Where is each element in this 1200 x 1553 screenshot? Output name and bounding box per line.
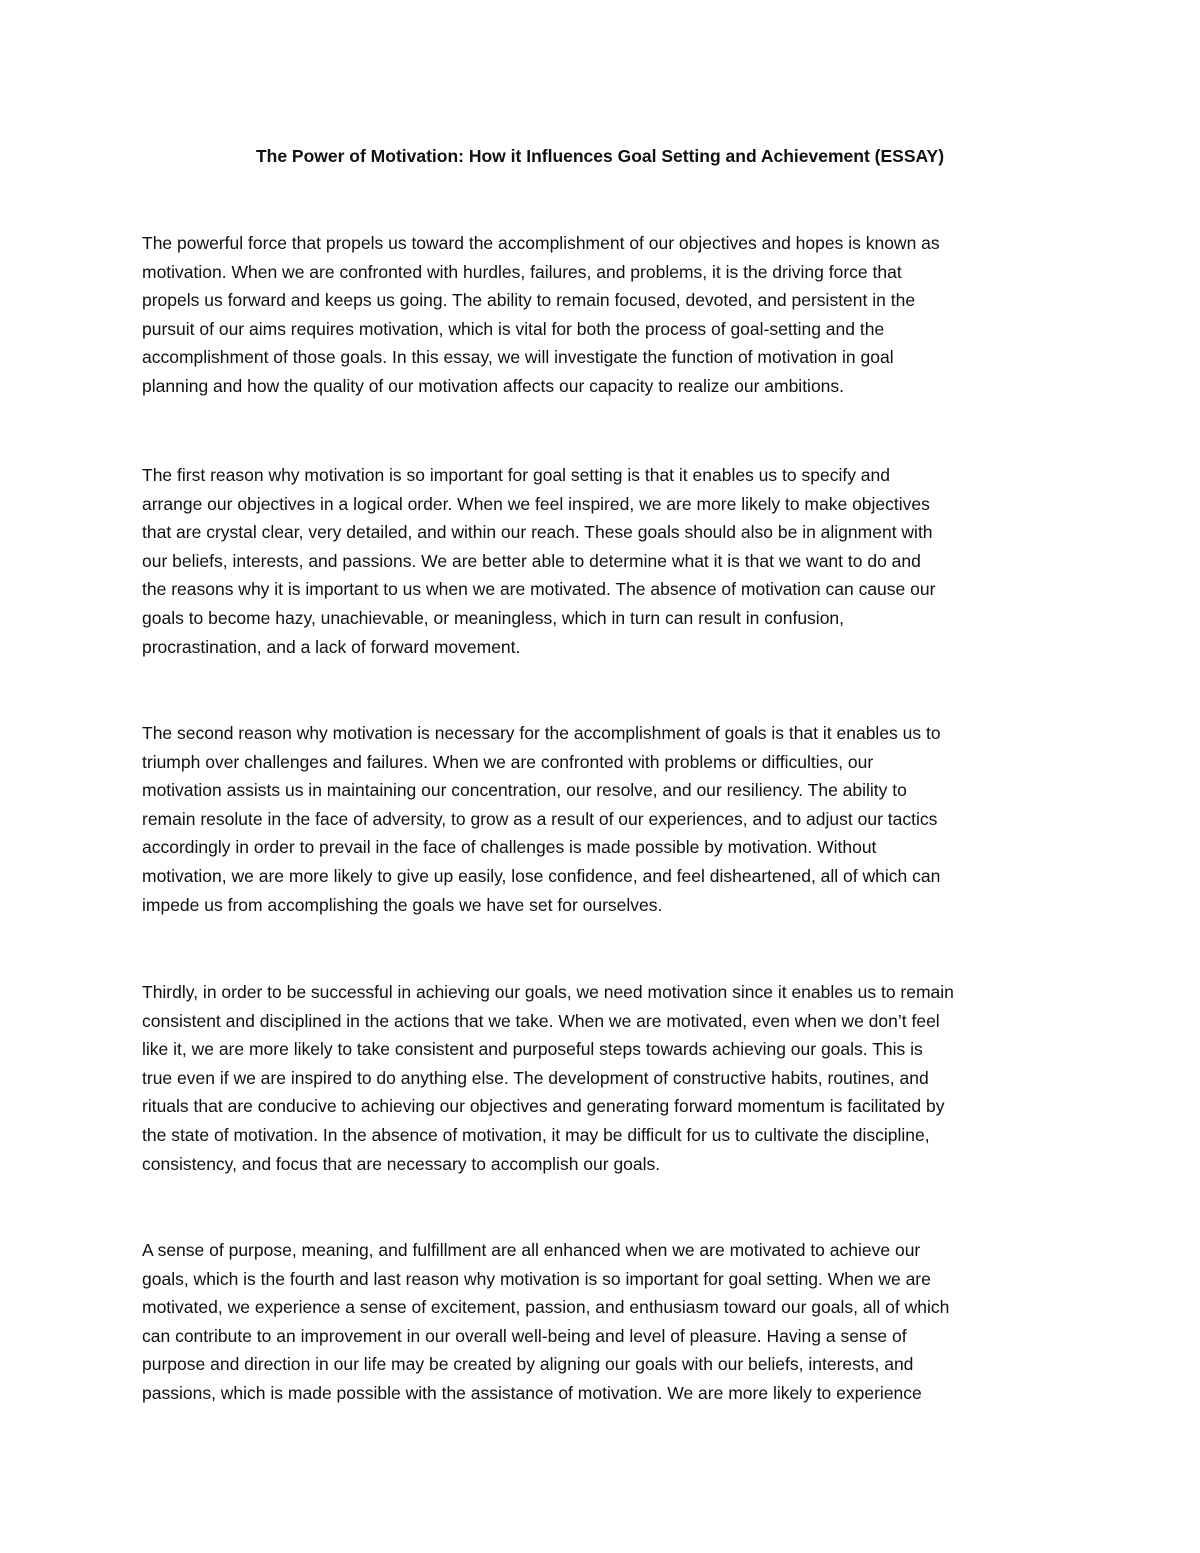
text-line: goals to become hazy, unachievable, or meaningless, which in turn can result in confusion,	[142, 607, 845, 628]
text-line: motivated, we experience a sense of excitement, passion, and enthusiasm toward our goals, all of which	[142, 1297, 950, 1318]
paragraph-second-reason	[142, 719, 1072, 919]
text-line: the reasons why it is important to us when we are motivated. The absence of motivation can cause our	[142, 579, 936, 600]
text-line: remain resolute in the face of adversity, to grow as a result of our experiences, and to adjust our tactics	[142, 808, 938, 829]
text-line: accomplishment of those goals. In this essay, we will investigate the function of motivation in goal	[142, 347, 894, 368]
text-line: procrastination, and a lack of forward movement.	[142, 636, 521, 657]
text-line: goals, which is the fourth and last reason why motivation is so important for goal setting. When we are	[142, 1268, 931, 1289]
paragraph-introduction	[142, 229, 1072, 401]
text-line: can contribute to an improvement in our overall well-being and level of pleasure. Having a sense of	[142, 1325, 907, 1346]
text-line: planning and how the quality of our motivation affects our capacity to realize our ambitions.	[142, 375, 845, 396]
text-line: true even if we are inspired to do anything else. The development of constructive habits, routines, and	[142, 1067, 929, 1088]
text-line: A sense of purpose, meaning, and fulfillment are all enhanced when we are motivated to achieve our	[142, 1240, 921, 1260]
text-line: The first reason why motivation is so important for goal setting is that it enables us to specify and	[142, 465, 891, 485]
text-line: accordingly in order to prevail in the face of challenges is made possible by motivation. Without	[142, 837, 877, 858]
text-line: impede us from accomplishing the goals we have set for ourselves.	[142, 894, 663, 915]
essay-title: The Power of Motivation: How it Influences Goal Setting and Achievement (ESSAY)	[255, 146, 945, 166]
text-line: our beliefs, interests, and passions. We are better able to determine what it is that we want to do and	[142, 550, 921, 571]
paragraph-fourth-reason	[142, 1236, 1072, 1408]
text-line: like it, we are more likely to take consistent and purposeful steps towards achieving our goals. This is	[142, 1039, 923, 1060]
text-line: motivation. When we are confronted with hurdles, failures, and problems, it is the driving force that	[142, 261, 902, 282]
text-line: propels us forward and keeps us going. The ability to remain focused, devoted, and persistent in the	[142, 290, 916, 311]
text-line: The second reason why motivation is necessary for the accomplishment of goals is that it enables us to	[142, 723, 941, 743]
paragraph-first-reason	[142, 461, 1072, 661]
text-line: The powerful force that propels us toward the accomplishment of our objectives and hopes is known as	[142, 233, 940, 253]
text-line: motivation assists us in maintaining our concentration, our resolve, and our resiliency. The ability to	[142, 780, 907, 801]
text-line: passions, which is made possible with the assistance of motivation. We are more likely to experience	[142, 1382, 922, 1403]
text-line: consistency, and focus that are necessary to accomplish our goals.	[142, 1153, 661, 1174]
text-line: arrange our objectives in a logical order. When we feel inspired, we are more likely to make objectives	[142, 493, 930, 514]
text-line: motivation, we are more likely to give up easily, lose confidence, and feel disheartened, all of which can	[142, 865, 941, 886]
text-line: purpose and direction in our life may be created by aligning our goals with our beliefs, interests, and	[142, 1354, 914, 1375]
text-line: Thirdly, in order to be successful in achieving our goals, we need motivation since it enables us to remain	[142, 982, 954, 1002]
text-line: consistent and disciplined in the actions that we take. When we are motivated, even when we don’t feel	[142, 1010, 940, 1031]
text-line: triumph over challenges and failures. When we are confronted with problems or difficulties, our	[142, 751, 874, 772]
paragraph-third-reason	[142, 978, 1072, 1178]
text-line: rituals that are conducive to achieving our objectives and generating forward momentum is facilitated by	[142, 1096, 945, 1117]
text-line: the state of motivation. In the absence of motivation, it may be difficult for us to cultivate the discipline,	[142, 1124, 930, 1145]
text-line: pursuit of our aims requires motivation, which is vital for both the process of goal-setting and the	[142, 318, 885, 339]
text-line: that are crystal clear, very detailed, and within our reach. These goals should also be in alignment with	[142, 522, 933, 543]
